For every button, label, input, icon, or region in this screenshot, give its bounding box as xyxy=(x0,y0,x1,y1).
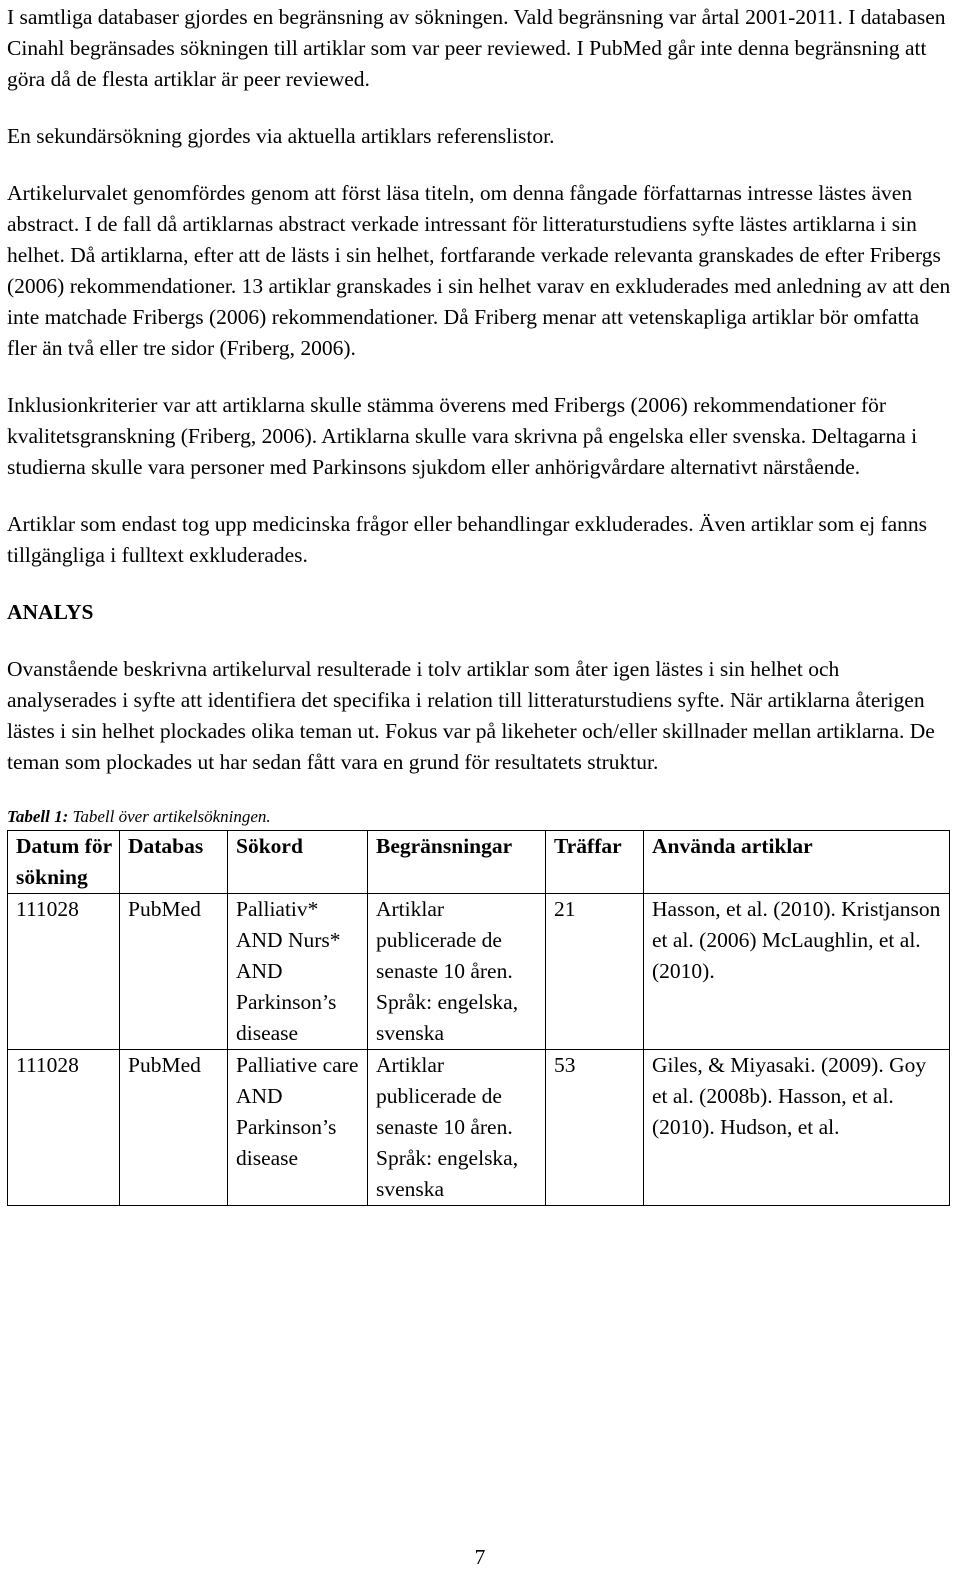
paragraph-article-selection: Artikelurvalet genomfördes genom att först läsa titeln, om denna fångade författarnas intresse lästes även abstract. I de fall då artiklarnas abstract verkade intressant för litteraturstudiens syfte lästes artiklarna i sin helhet. Då artiklarna, efter att de lästs i sin helhet, fortfarande verkade relevanta granskades de efter Fribergs (2006) rekommendationer. 13 artiklar granskades i sin helhet varav en exkluderades med anledning av att den inte matchade Fribergs (2006) rekommendationer. Då Friberg menar att vetenskapliga artiklar bör omfatta fler än två eller tre sidor (Friberg, 2006). xyxy=(7,181,951,360)
table-caption-label: Tabell 1: xyxy=(7,807,69,826)
cell-begransningar: Artiklar publicerade de senaste 10 åren. Språk: engelska, svenska xyxy=(368,1050,546,1206)
cell-anvanda-artiklar: Hasson, et al. (2010). Kristjanson et al. (2006) McLaughlin, et al. (2010). xyxy=(644,894,950,1050)
cell-traffar: 53 xyxy=(546,1050,644,1206)
header-databas: Databas xyxy=(120,831,228,894)
header-traffar: Träffar xyxy=(546,831,644,894)
section-heading-analys: ANALYS xyxy=(7,600,94,624)
table-row xyxy=(8,894,950,1050)
cell-traffar: 21 xyxy=(546,894,644,1050)
cell-datum: 111028 xyxy=(8,1050,120,1206)
page-number: 7 xyxy=(474,1545,486,1569)
table-caption xyxy=(7,806,953,828)
table-header-row xyxy=(8,831,950,894)
cell-anvanda-artiklar: Giles, & Miyasaki. (2009). Goy et al. (2008b). Hasson, et al. (2010). Hudson, et al. xyxy=(644,1050,950,1206)
document-page xyxy=(7,2,953,1206)
search-table xyxy=(7,830,950,1206)
paragraph-exclusion-criteria: Artiklar som endast tog upp medicinska frågor eller behandlingar exkluderades. Även artiklar som ej fanns tillgängliga i fulltext exkluderades. xyxy=(7,512,928,567)
header-begransningar: Begränsningar xyxy=(368,831,546,894)
cell-databas: PubMed xyxy=(120,1050,228,1206)
cell-datum: 111028 xyxy=(8,894,120,1050)
table-row xyxy=(8,1050,950,1206)
cell-databas: PubMed xyxy=(120,894,228,1050)
paragraph-inclusion-criteria: Inklusionkriterier var att artiklarna skulle stämma överens med Fribergs (2006) rekommendationer för kvalitetsgranskning (Friberg, 2006). Artiklarna skulle vara skrivna på engelska eller svenska. Deltagarna i studierna skulle vara personer med Parkinsons sjukdom eller anhörigvårdare alternativt närstående. xyxy=(7,393,918,479)
table-caption-text: Tabell över artikelsökningen. xyxy=(68,807,271,826)
paragraph-secondary-search: En sekundärsökning gjordes via aktuella artiklars referenslistor. xyxy=(7,124,555,148)
header-datum: Datum för sökning xyxy=(8,831,120,894)
paragraph-analysis: Ovanstående beskrivna artikelurval resulterade i tolv artiklar som åter igen lästes i sin helhet och analyserades i syfte att identifiera det specifika i relation till litteraturstudiens syfte. När artiklarna återigen lästes i sin helhet plockades olika teman ut. Fokus var på likeheter och/eller skillnader mellan artiklarna. De teman som plockades ut har sedan fått vara en grund för resultatets struktur. xyxy=(7,657,935,774)
cell-sokord: Palliativ* AND Nurs* AND Parkinson’s disease xyxy=(228,894,368,1050)
paragraph-database-limits: I samtliga databaser gjordes en begränsning av sökningen. Vald begränsning var årtal 2001-2011. I databasen Cinahl begränsades sökningen till artiklar som var peer reviewed. I PubMed går inte denna begränsning att göra då de flesta artiklar är peer reviewed. xyxy=(7,5,946,91)
header-anvanda-artiklar: Använda artiklar xyxy=(644,831,950,894)
cell-sokord: Palliative care AND Parkinson’s disease xyxy=(228,1050,368,1206)
header-sokord: Sökord xyxy=(228,831,368,894)
cell-begransningar: Artiklar publicerade de senaste 10 åren. Språk: engelska, svenska xyxy=(368,894,546,1050)
